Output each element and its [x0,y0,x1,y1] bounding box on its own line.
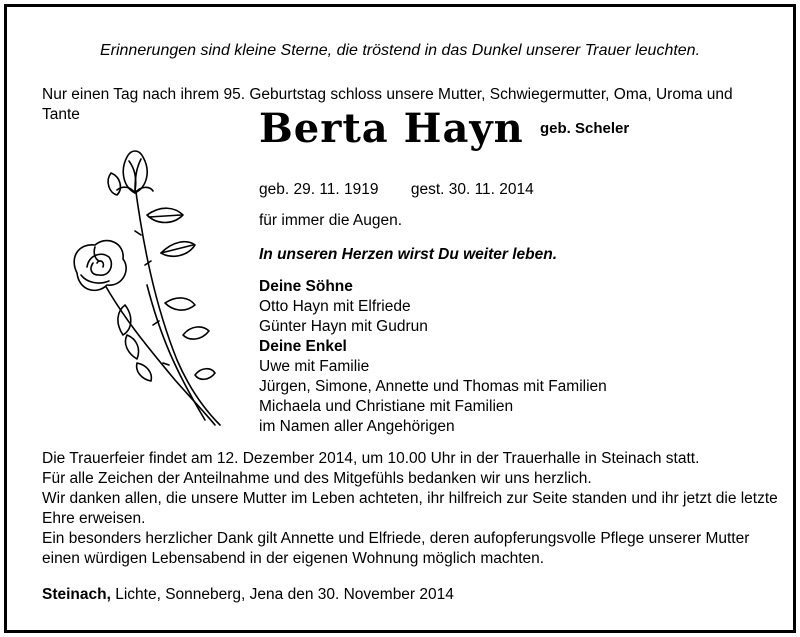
memorial-quote: In unseren Herzen wirst Du weiter leben. [259,246,558,263]
motto: Erinnerungen sind kleine Sterne, die tröstend in das Dunkel unserer Trauer leuchten. [99,42,701,59]
family-member: Michaela und Christiane mit Familien [259,398,514,415]
obituary-notice [4,4,796,633]
intro-text: Nur einen Tag nach ihrem 95. Geburtstag schloss unsere Mutter, Schwiegermutter, Oma, Uroma und Tante [42,86,733,123]
death-date: gest. 30. 11. 2014 [410,181,534,198]
body-paragraph: Ein besonders herzlicher Dank gilt Annette und Elfriede, deren aufopferungsvolle Pflege unserer Mutter einen würdigen Lebensabend in der eigenen Wohnung möglich machten. [42,530,750,567]
family-heading: Deine Enkel [259,338,347,355]
family-member: im Namen aller Angehörigen [259,418,455,435]
rose-illustration [65,135,235,435]
body-paragraph: Wir danken allen, die unsere Mutter im Leben achteten, ihr hilfreich zur Seite standen und ihr jetzt die letzte Ehre erweisen. [42,490,778,527]
birth-date: geb. 29. 11. 1919 [259,181,379,198]
family-heading: Deine Söhne [259,278,353,295]
family-list [259,277,607,437]
closing-eyes-text: für immer die Augen. [259,212,403,229]
deceased-name: Berta Hayn [259,105,524,152]
family-member: Otto Hayn mit Elfriede [259,298,411,315]
family-member: Uwe mit Familie [259,358,370,375]
life-dates [259,180,534,200]
body-text [42,449,782,569]
body-paragraph: Für alle Zeichen der Anteilnahme und des Mitgefühls bedanken wir uns herzlich. [42,470,592,487]
signoff-rest: Lichte, Sonneberg, Jena den 30. November 2014 [110,586,454,603]
family-member: Günter Hayn mit Gudrun [259,318,428,335]
signoff-place: Steinach, [42,586,111,603]
maiden-name: geb. Scheler [540,120,630,137]
name-row [259,105,630,152]
family-member: Jürgen, Simone, Annette und Thomas mit Familien [259,378,607,395]
signoff [42,585,454,605]
body-paragraph: Die Trauerfeier findet am 12. Dezember 2014, um 10.00 Uhr in der Trauerhalle in Steinach statt. [42,450,700,467]
